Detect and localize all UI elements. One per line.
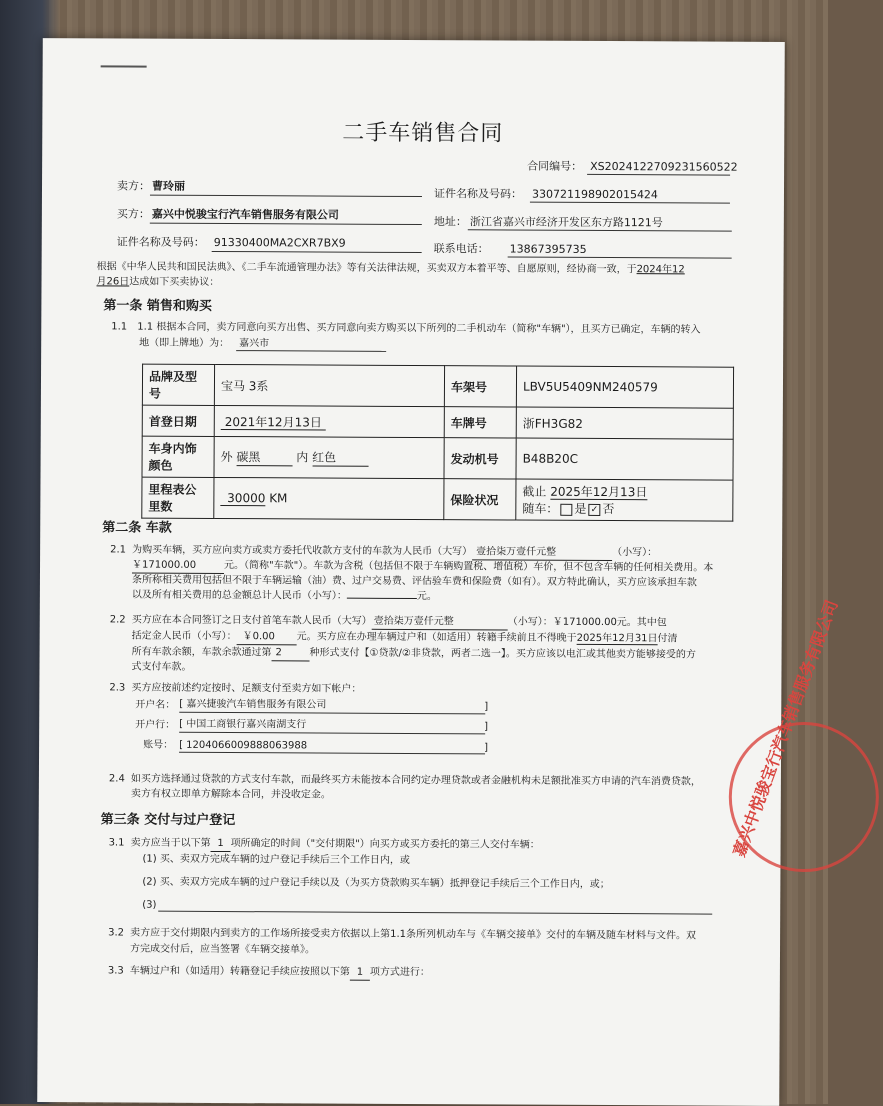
account-no-bracket: [ 1204066009888063988 bbox=[179, 739, 308, 752]
clause-number: 2.2 bbox=[109, 614, 126, 626]
intro-line-2: 月26日达成如下买卖协议： bbox=[96, 276, 220, 288]
clause-1-1-text-2: 地（即上牌地）为： bbox=[139, 337, 230, 350]
engine-value: B48B20C bbox=[516, 438, 733, 480]
clause-2-1-line-3: 条所称相关费用包括但不限于车辆运输（油）费、过户交易费、评估验车费和保险费（如有）。双方特此确认，买方应该承担车款 bbox=[131, 574, 697, 589]
mileage-label: 里程表公里数 bbox=[142, 477, 214, 518]
color-value: 外 碳黑 内 红色 bbox=[214, 436, 444, 478]
mileage-value: 30000 KM bbox=[214, 477, 444, 519]
clause-3-1-text: 卖方应当于以下第 1 项所确定的时间（"交付期限"）向买方或买方委托的第三人交付车辆： bbox=[130, 837, 540, 851]
clause-2-2-line-2: 括定金人民币（小写）： ￥0.00 元。买方应在办理车辆过户和（如适用）转籍手续前且不得晚于2025年12月31日付清 bbox=[131, 630, 678, 645]
intro-line-1: 根据《中华人民共和国民法典》、《二手车流通管理办法》等有关法律法规，买卖双方本着平等、自愿原则，经协商一致，于2024年12 bbox=[96, 261, 685, 276]
checkbox-no: ✓ bbox=[588, 503, 600, 515]
clause-2-2-line-4: 式支付车款。 bbox=[131, 661, 192, 673]
color-label: 车身内饰颜色 bbox=[142, 436, 214, 477]
clause-3-1-option-1: (1) 买、卖双方完成车辆的过户登记手续后三个工作日内，或 bbox=[142, 853, 410, 866]
registration-city: 嘉兴市 bbox=[239, 338, 270, 350]
clause-2-2-line-1: 买方应在本合同签订之日支付首笔车款人民币（大写） 壹拾柒万壹仟元整 （小写）：￥171000.00元。其中包 bbox=[132, 613, 667, 632]
clause-3-1-option-2: (2) 买、卖双方完成车辆的过户登记手续以及（为买方贷款购买车辆）抵押登记手续后三个工作日内，或； bbox=[142, 876, 610, 891]
clause-2-3-text: 买方应按前述约定按时、足额支付至卖方如下帐户： bbox=[131, 682, 362, 695]
plate-value: 浙FH3G82 bbox=[516, 407, 733, 439]
buyer-id: 91330400MA2CXR7BX9 bbox=[213, 235, 346, 250]
section-2-heading: 第二条 车款 bbox=[102, 520, 172, 536]
clause-number: 1.1 bbox=[111, 321, 128, 333]
clause-number: 3.1 bbox=[108, 837, 125, 849]
bracket-close: ] bbox=[484, 742, 489, 754]
buyer-name: 嘉兴中悦骏宝行汽车销售服务有限公司 bbox=[151, 207, 339, 222]
section-3-heading: 第三条 交付与过户登记 bbox=[100, 812, 236, 829]
page-mark bbox=[101, 65, 147, 67]
account-bank-label: 开户行： bbox=[135, 719, 176, 731]
bracket-close: ] bbox=[484, 701, 489, 713]
account-name-label: 开户名： bbox=[135, 699, 176, 711]
document-title: 二手车销售合同 bbox=[342, 120, 504, 147]
checkbox-yes bbox=[560, 503, 572, 515]
account-bank-bracket: [ 中国工商银行嘉兴南湖支行 bbox=[179, 718, 307, 731]
account-name-bracket: [ 嘉兴捷骏汽车销售服务有限公司 bbox=[179, 698, 327, 711]
section-1-heading: 第一条 销售和购买 bbox=[103, 298, 212, 314]
clause-number: 2.3 bbox=[109, 682, 126, 694]
clause-number: 2.4 bbox=[108, 773, 125, 785]
plate-label: 车牌号 bbox=[444, 407, 516, 438]
contract-no-label: 合同编号： bbox=[527, 159, 583, 173]
company-seal-text: 嘉兴中悦骏宝行汽车销售服务有限公司 bbox=[729, 597, 842, 860]
clause-number: 3.2 bbox=[108, 927, 125, 939]
first-reg-label: 首登日期 bbox=[142, 405, 214, 436]
clause-3-1-option-3: (3) bbox=[142, 899, 157, 911]
clause-2-4-line-1: 如买方选择通过贷款的方式支付车款，而最终买方未能按本合同约定办理贷款或者金融机构未足额批准买方申请的汽车消费贷款， bbox=[130, 773, 701, 788]
clause-3-3-text: 车辆过户和（如适用）转籍登记手续应按照以下第 1 项方式进行： bbox=[130, 964, 430, 982]
brand-value: 宝马 3系 bbox=[214, 364, 444, 406]
buyer-label: 买方： bbox=[116, 207, 150, 221]
clause-number: 2.1 bbox=[110, 544, 127, 556]
seller-label: 卖方： bbox=[116, 179, 151, 193]
clause-1-1-text: 1.1 根据本合同，卖方同意向买方出售、买方同意向卖方购买以下所列的二手机动车（简称"车辆"），且买方已确定，车辆的转入 bbox=[137, 321, 701, 336]
buyer-id-label: 证件名称及号码： bbox=[116, 235, 205, 249]
brand-label: 品牌及型号 bbox=[142, 364, 214, 405]
address-label: 地址： bbox=[433, 215, 467, 229]
insurance-label: 保险状况 bbox=[444, 479, 516, 520]
clause-2-1-line-1: 为购买车辆，买方应向卖方或卖方委托代收款方支付的车款为人民币（大写） 壹拾柒万壹仟元整 （小写）： bbox=[132, 543, 657, 562]
engine-label: 发动机号 bbox=[444, 438, 516, 479]
contract-no: XS2024122709231560522 bbox=[590, 159, 738, 174]
clause-3-2-line-2: 方完成交付后，应当签署《车辆交接单》。 bbox=[129, 943, 316, 956]
seller-name: 曹玲丽 bbox=[151, 179, 186, 193]
clause-3-2-line-1: 卖方应于交付期限内到卖方的工作场所接受卖方依据以上第1.1条所列机动车与《车辆交接单》交付的车辆及随车材料与文件。双 bbox=[130, 927, 697, 942]
clause-number: 3.3 bbox=[107, 965, 124, 977]
insurance-value: 截止 2025年12月13日 随车： 是 ✓ 否 bbox=[516, 479, 733, 521]
account-no-label: 账号： bbox=[143, 739, 174, 751]
first-reg-value: 2021年12月13日 bbox=[214, 405, 444, 437]
clause-2-4-line-2: 卖方有权立即单方解除本合同，并没收定金。 bbox=[130, 788, 331, 801]
bracket-close: ] bbox=[484, 721, 489, 733]
contract-page bbox=[37, 38, 842, 1106]
clause-2-1-line-4: 以及所有相关费用的总金额总计人民币（小写）： 元。 bbox=[131, 589, 437, 603]
buyer-address: 浙江省嘉兴市经济开发区东方路1121号 bbox=[469, 215, 663, 230]
seller-id-label: 证件名称及号码： bbox=[433, 187, 523, 201]
phone: 13867395735 bbox=[509, 242, 587, 256]
clause-2-2-line-3: 所有车款余额，车款余款通过第 2 种形式支付【①贷款/②非贷款，两者二选一】。买方应该以电汇或其他卖方能够接受的方 bbox=[131, 646, 696, 661]
seller-id: 330721198902015424 bbox=[531, 187, 658, 202]
vin-label: 车架号 bbox=[444, 366, 516, 407]
clause-2-1-line-2: ￥171000.00 元。（简称"车款"）。车款为含税（包括但不限于车辆购置税、增值税）车价，但不包含车辆的任何相关费用。本 bbox=[132, 559, 714, 574]
vin-value: LBV5U5409NM240579 bbox=[516, 366, 733, 408]
vehicle-info-table bbox=[141, 364, 734, 522]
phone-label: 联系电话： bbox=[433, 242, 489, 256]
